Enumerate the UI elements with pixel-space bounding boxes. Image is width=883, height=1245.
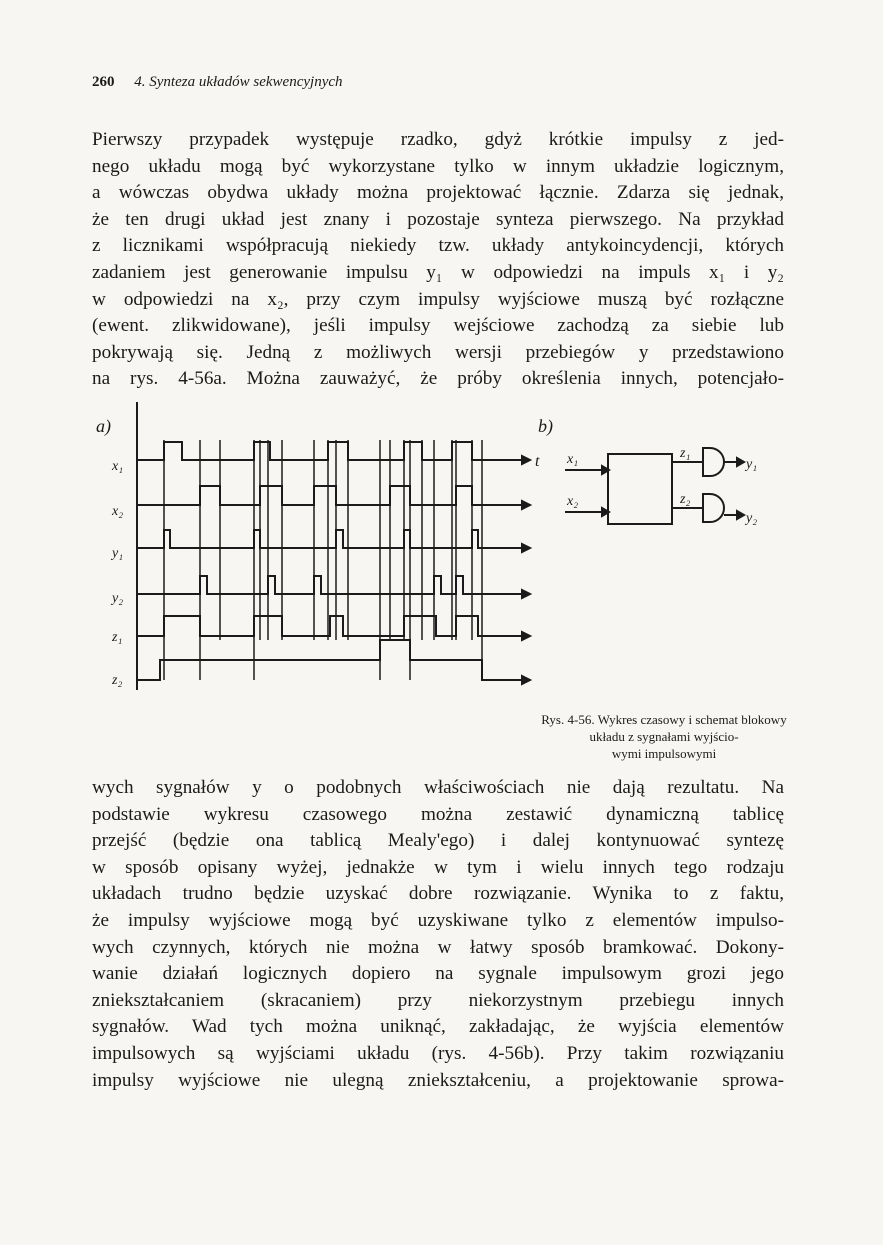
- text-line: pokrywają się. Jedną z możliwych wersji przebiegów y przedstawiono: [92, 341, 784, 363]
- text-line: w odpowiedzi na x₂, przy czym impulsy wyjściowe muszą być rozłączne: [92, 288, 784, 310]
- arrow-head: [737, 511, 744, 519]
- waveform-y2: [137, 576, 522, 594]
- text-line: impulsy wyjściowe nie ulegną zniekształceniu, a projektowanie sprowa-: [92, 1069, 784, 1091]
- waveform-x2: [137, 486, 522, 505]
- block-output-z2: z₂: [680, 492, 691, 507]
- paragraph-2: [92, 775, 784, 1094]
- caption-line: Rys. 4-56. Wykres czasowy i schemat blokowy układu z sygnałami wyjścio-: [541, 712, 787, 744]
- text-line: wych czynnych, których nie można w łatwy sposób bramkować. Dokony-: [92, 936, 784, 958]
- event-markers: [164, 440, 482, 680]
- text-line: podstawie wykresu czasowego można zestawić dynamiczną tablicę: [92, 803, 784, 825]
- time-axis-label: t: [535, 453, 540, 470]
- signal-label-x1: x₁: [112, 459, 124, 474]
- text-line: zadaniem jest generowanie impulsu y₁ w odpowiedzi na impuls x₁ i y₂: [92, 261, 784, 283]
- text-line: na rys. 4-56a. Można zauważyć, że próby określenia innych, potencjało-: [92, 368, 784, 390]
- waveform-y1: [137, 530, 522, 548]
- axis-arrow: [522, 632, 530, 640]
- text-line: wych sygnałów y o podobnych właściwościach nie dają rezultatu. Na: [92, 777, 784, 798]
- panel-b-label: b): [538, 416, 553, 436]
- panel-a-label: a): [96, 416, 111, 436]
- waveform-x1: [137, 442, 522, 460]
- signal-label-z2: z₂: [112, 673, 123, 688]
- block-input-x1: x₁: [567, 452, 579, 467]
- signal-label-x2: x₂: [112, 504, 124, 519]
- caption-line: wymi impulsowymi: [611, 746, 717, 761]
- text-line: układach trudno będzie uzyskać dobre rozwiązanie. Wynika to z faktu,: [92, 883, 784, 905]
- logic-block: [608, 454, 672, 524]
- text-line: wanie działań logicznych dopiero na sygnale impulsowym grozi jego: [92, 963, 784, 985]
- signal-label-y1: y₁: [112, 546, 124, 561]
- text-line: zniekształcaniem (skracaniem) przy niekorzystnym przebiegu innych: [92, 989, 784, 1011]
- pulse-element-2: [703, 494, 724, 522]
- axis-arrow: [522, 544, 530, 552]
- text-line: z licznikami współpracują niekiedy tzw. układy antykoincydencji, których: [92, 235, 784, 257]
- axis-arrow: [522, 456, 530, 464]
- text-line: (ewent. zlikwidowane), jeśli impulsy wejściowe zachodzą za siebie lub: [92, 315, 784, 337]
- text-line: w sposób opisany wyżej, jednakże w tym i wielu innych tego rodzaju: [92, 856, 784, 878]
- text-line: że ten drugi układ jest znany i pozostaje synteza pierwszego. Na przykład: [92, 208, 784, 230]
- page-number: 260: [92, 74, 115, 90]
- text-line: Pierwszy przypadek występuje rzadko, gdyż krótkie impulsy z jed-: [92, 129, 784, 150]
- block-output-y2: y₂: [746, 511, 758, 526]
- axis-arrow: [522, 501, 530, 509]
- text-line: a wówczas obydwa układy można projektować łącznie. Zdarza się jednak,: [92, 182, 784, 204]
- signal-label-z1: z₁: [112, 630, 123, 645]
- block-output-y1: y₁: [746, 457, 758, 472]
- text-line: że impulsy wyjściowe mogą być uzyskiwane tylko z elementów impulso-: [92, 909, 784, 931]
- block-input-x2: x₂: [567, 494, 579, 509]
- text-line: impulsowych są wyjściami układu (rys. 4-56b). Przy takim rozwiązaniu: [92, 1042, 784, 1064]
- pulse-element-1: [703, 448, 724, 476]
- block-output-z1: z₁: [680, 446, 691, 461]
- axis-arrow: [522, 676, 530, 684]
- waveform-z2: [137, 640, 522, 680]
- arrow-head: [737, 458, 744, 466]
- text-line: sygnałów. Wad tych można uniknąć, zakładając, że wyjścia elementów: [92, 1016, 784, 1038]
- signal-label-y2: y₂: [112, 591, 124, 606]
- text-line: nego układu mogą być wykorzystane tylko w innym układzie logicznym,: [92, 155, 784, 177]
- axis-arrow: [522, 590, 530, 598]
- chapter-title: 4. Synteza układów sekwencyjnych: [134, 74, 343, 90]
- text-line: przejść (będzie ona tablicą Mealy'ego) i dalej kontynuować syntezę: [92, 830, 784, 852]
- figure-caption: [540, 711, 788, 762]
- waveform-z1: [137, 616, 522, 636]
- block-diagram: [565, 446, 757, 526]
